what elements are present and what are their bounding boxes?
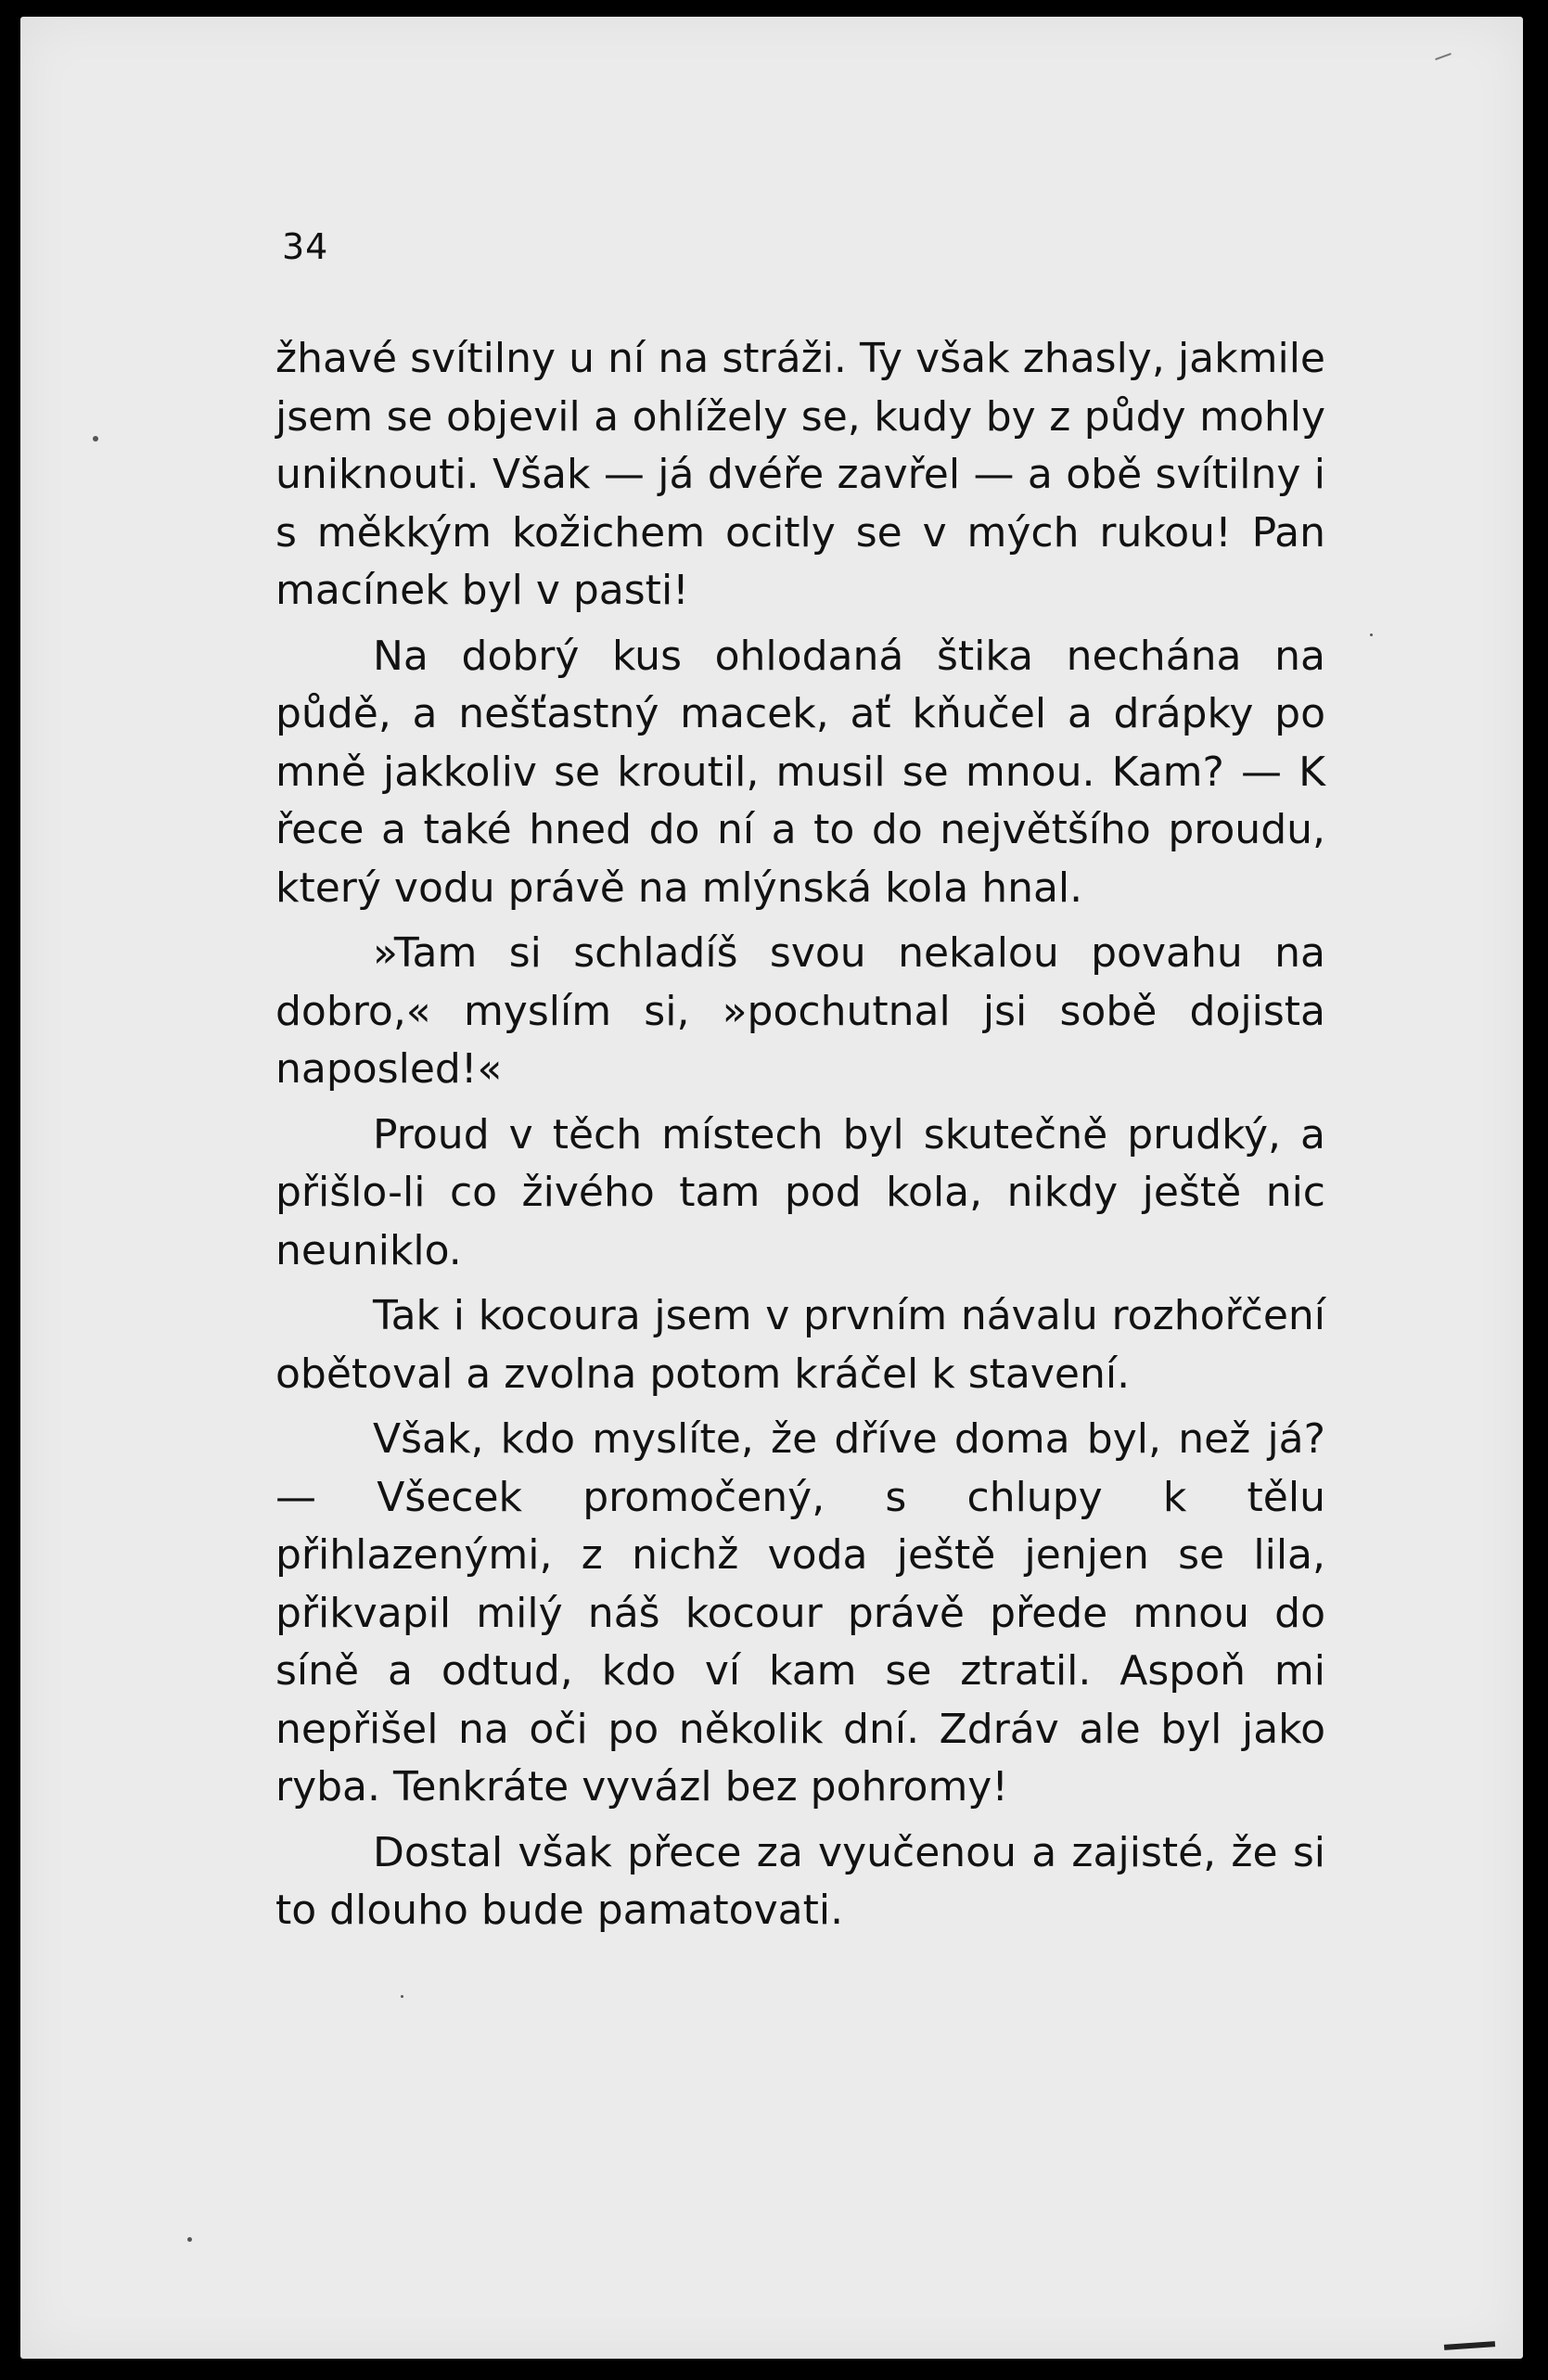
paragraph-6: Však, kdo myslíte, že dříve doma byl, než já? — Všecek promočený, s chlupy k tělu přihlazenými, z nichž voda ještě jenjen se lila, přikvapil milý náš kocour právě přede mnou do síně a odtud, kdo ví kam se ztratil. Aspoň mi nepřišel na oči po několik dní. Zdráv ale byl jako ryba. Tenkráte vyvázl bez pohromy!: [275, 1415, 1325, 1811]
paper-speck: [401, 1995, 403, 1998]
paragraph-5: Tak i kocoura jsem v prvním návalu rozhořčení obětoval a zvolna potom kráčel k stavení.: [275, 1292, 1325, 1398]
paper-speck: [93, 436, 98, 441]
scan-edge-mark: [1444, 2341, 1495, 2350]
paragraph-1: žhavé svítilny u ní na stráži. Ty však zhasly, jakmile jsem se objevil a ohlížely se, kudy by z půdy mohly uniknouti. Však — já dvéře zavřel — a obě svítilny i s měkkým kožichem ocitly se v mých rukou! Pan macínek byl v pasti!: [275, 335, 1325, 614]
paragraph-4: Proud v těch místech byl skutečně prudký, a přišlo-li co živého tam pod kola, nikdy ještě nic neuniklo.: [275, 1110, 1325, 1274]
scan-edge-mark: [1435, 53, 1452, 60]
paper-speck: [1370, 633, 1373, 636]
body-text: [275, 330, 1325, 1948]
page-number: 34: [282, 226, 329, 267]
paragraph-3: »Tam si schladíš svou nekalou povahu na dobro,« myslím si, »pochutnal jsi sobě dojista naposled!«: [275, 929, 1325, 1093]
book-page: [20, 17, 1523, 2359]
paragraph-7: Dostal však přece za vyučenou a zajisté, že si to dlouho bude pamatovati.: [275, 1828, 1325, 1934]
paper-speck: [187, 2237, 192, 2242]
paragraph-2: Na dobrý kus ohlodaná štika nechána na půdě, a nešťastný macek, ať kňučel a drápky po mně jakkoliv se kroutil, musil se mnou. Kam? — K řece a také hned do ní a to do největšího proudu, který vodu právě na mlýnská kola hnal.: [275, 632, 1325, 912]
